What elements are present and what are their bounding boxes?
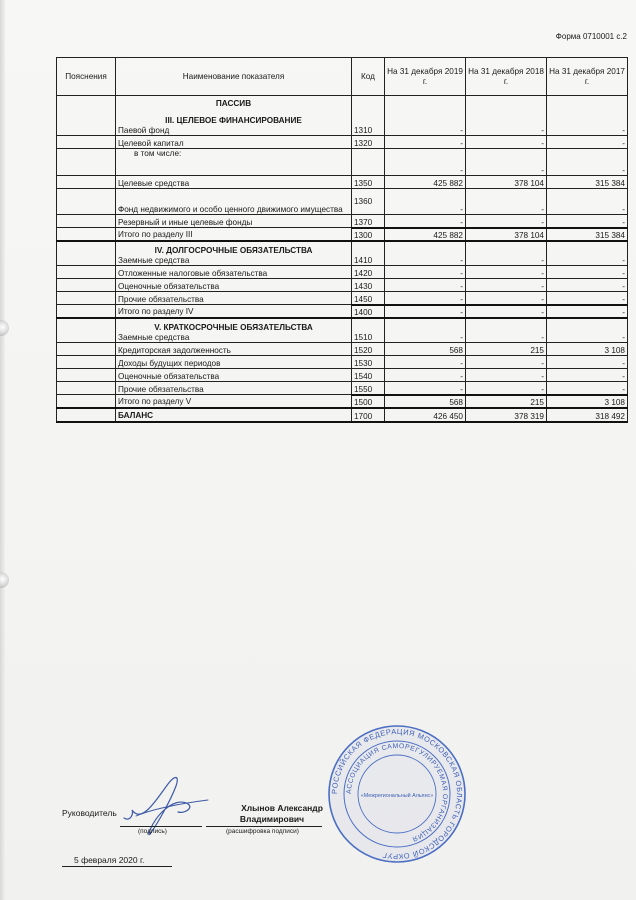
row-value-2017: - — [547, 96, 628, 136]
row-value-2017: 318 492 — [547, 408, 628, 422]
row-value-2017: 315 384 — [547, 176, 628, 189]
row-code: 1300 — [352, 228, 385, 241]
director-name-line1: Хлынов Александр — [241, 803, 323, 813]
table-header — [57, 58, 628, 96]
row-value-2017: 3 108 — [547, 395, 628, 408]
table-row — [57, 176, 628, 189]
signature-line — [120, 826, 202, 827]
row-value-2018: - — [466, 215, 547, 228]
table-row-total — [57, 228, 628, 241]
row-value-2019: - — [385, 149, 466, 176]
row-value-2019: 568 — [385, 343, 466, 356]
table-row-total — [57, 395, 628, 408]
row-value-2018: - — [466, 305, 547, 318]
balance-table — [56, 57, 628, 423]
row-value-2019: 568 — [385, 395, 466, 408]
row-value-2018: - — [466, 292, 547, 305]
row-value-2017: - — [547, 266, 628, 279]
row-value-2018: - — [466, 382, 547, 395]
row-value-2018: 378 319 — [466, 408, 547, 422]
stamp-outer-text: РОССИЙСКАЯ ФЕДЕРАЦИЯ МОСКОВСКАЯ ОБЛАСТЬ ГОРОДСКОЙ ОКРУГ — [329, 726, 465, 862]
name-line — [206, 826, 322, 827]
row-code: 1700 — [352, 408, 385, 422]
row-value-2019: - — [385, 96, 466, 136]
row-code: 1360 — [352, 189, 385, 215]
row-name: Фонд недвижимого и особо ценного движимого имущества — [116, 189, 352, 215]
header-indicator-name: Наименование показателя — [116, 58, 352, 96]
organization-stamp — [327, 724, 467, 864]
table-row — [57, 279, 628, 292]
row-name: Кредиторская задолженность — [116, 343, 352, 356]
row-value-2019: - — [385, 356, 466, 369]
row-name: Паевой фонд — [118, 125, 170, 135]
row-code: 1550 — [352, 382, 385, 395]
row-value-2018: - — [466, 356, 547, 369]
row-value-2019: - — [385, 369, 466, 382]
row-value-2018: 378 104 — [466, 228, 547, 241]
section-passive-heading: ПАССИВ — [215, 98, 252, 108]
row-value-2017: - — [547, 382, 628, 395]
punch-hole-bottom — [0, 572, 9, 588]
row-code: 1420 — [352, 266, 385, 279]
table-row-total — [57, 305, 628, 318]
row-name: БАЛАНС — [116, 408, 352, 422]
row-name: Оценочные обязательства — [116, 369, 352, 382]
row-value-2019: - — [385, 305, 466, 318]
row-value-2018: - — [466, 266, 547, 279]
row-code: 1430 — [352, 279, 385, 292]
name-caption: (расшифровка подписи) — [226, 828, 299, 835]
row-name: Резервный и иные целевые фонды — [116, 215, 352, 228]
signature-caption: (подпись) — [138, 828, 167, 835]
director-name-line2: Владимирович — [239, 814, 305, 824]
row-code: 1350 — [352, 176, 385, 189]
row-name: Доходы будущих периодов — [116, 356, 352, 369]
row-value-2019: - — [385, 318, 466, 343]
row-name: Заемные средства — [118, 255, 190, 265]
row-code: 1510 — [352, 318, 385, 343]
row-value-2017: - — [547, 369, 628, 382]
row-value-2017: - — [547, 149, 628, 176]
section-3-heading: III. ЦЕЛЕВОЕ ФИНАНСИРОВАНИЕ — [165, 116, 302, 125]
row-name: Заемные средства — [118, 332, 190, 342]
table-row — [57, 149, 628, 176]
row-name: Итого по разделу IV — [116, 305, 352, 318]
row-name: Целевой капитал — [116, 136, 352, 149]
table-row — [57, 382, 628, 395]
row-value-2019: - — [385, 189, 466, 215]
section-5-heading: V. КРАТКОСРОЧНЫЕ ОБЯЗАТЕЛЬСТВА — [154, 323, 313, 332]
row-name: Оценочные обязательства — [116, 279, 352, 292]
row-code: 1410 — [352, 241, 385, 266]
header-2019: На 31 декабря 2019 г. — [385, 58, 466, 96]
row-value-2017: - — [547, 215, 628, 228]
row-value-2017: - — [547, 241, 628, 266]
page-edge — [0, 0, 5, 900]
row-value-2017: - — [547, 305, 628, 318]
punch-hole-top — [0, 320, 9, 336]
row-value-2019: - — [385, 292, 466, 305]
row-code: 1320 — [352, 136, 385, 149]
row-value-2017: - — [547, 136, 628, 149]
row-value-2017: - — [547, 189, 628, 215]
table-row — [57, 356, 628, 369]
row-value-2018: - — [466, 241, 547, 266]
stamp-inner-text: АССОЦИАЦИЯ САМОРЕГУЛИРУЕМАЯ ОРГАНИЗАЦИЯ — [345, 742, 449, 843]
row-code: 1500 — [352, 395, 385, 408]
director-label: Руководитель — [62, 808, 117, 818]
row-code: 1450 — [352, 292, 385, 305]
row-value-2018: - — [466, 149, 547, 176]
row-value-2017: - — [547, 292, 628, 305]
header-2018: На 31 декабря 2018 г. — [466, 58, 547, 96]
row-code: 1310 — [352, 96, 385, 136]
table-row — [57, 266, 628, 279]
row-code: 1400 — [352, 305, 385, 318]
header-explanations: Пояснения — [57, 58, 116, 96]
row-code: 1520 — [352, 343, 385, 356]
row-value-2017: - — [547, 318, 628, 343]
table-row — [57, 292, 628, 305]
row-value-2018: - — [466, 96, 547, 136]
row-value-2018: - — [466, 369, 547, 382]
row-value-2019: - — [385, 215, 466, 228]
header-code: Код — [352, 58, 385, 96]
table-row — [57, 215, 628, 228]
row-name: Прочие обязательства — [116, 292, 352, 305]
row-value-2018: 215 — [466, 395, 547, 408]
row-value-2018: - — [466, 279, 547, 292]
row-code: 1540 — [352, 369, 385, 382]
row-code: 1530 — [352, 356, 385, 369]
row-name: Отложенные налоговые обязательства — [116, 266, 352, 279]
row-name: Итого по разделу III — [116, 228, 352, 241]
table-row — [57, 96, 628, 136]
row-name: Итого по разделу V — [116, 395, 352, 408]
table-row — [57, 189, 628, 215]
header-2017: На 31 декабря 2017 г. — [547, 58, 628, 96]
row-name: в том числе: — [116, 149, 352, 176]
table-row — [57, 241, 628, 266]
row-value-2018: - — [466, 189, 547, 215]
form-number: Форма 0710001 с.2 — [555, 32, 627, 41]
table-row — [57, 318, 628, 343]
row-name: Прочие обязательства — [116, 382, 352, 395]
stamp-center-text: «Межрегиональный Альянс» — [360, 793, 434, 799]
row-value-2019: 425 882 — [385, 228, 466, 241]
row-value-2017: 3 108 — [547, 343, 628, 356]
row-value-2017: 315 384 — [547, 228, 628, 241]
row-value-2019: - — [385, 241, 466, 266]
row-code — [352, 149, 385, 176]
row-value-2019: 426 450 — [385, 408, 466, 422]
row-value-2019: - — [385, 279, 466, 292]
row-value-2017: - — [547, 279, 628, 292]
row-value-2018: 378 104 — [466, 176, 547, 189]
table-row — [57, 343, 628, 356]
section-4-heading: IV. ДОЛГОСРОЧНЫЕ ОБЯЗАТЕЛЬСТВА — [154, 246, 313, 255]
table-row-balance — [57, 408, 628, 422]
row-code: 1370 — [352, 215, 385, 228]
row-value-2018: - — [466, 318, 547, 343]
date-line — [62, 866, 172, 867]
table-row — [57, 369, 628, 382]
row-value-2018: 215 — [466, 343, 547, 356]
document-date: 5 февраля 2020 г. — [74, 855, 145, 865]
row-value-2019: - — [385, 136, 466, 149]
row-value-2019: - — [385, 266, 466, 279]
row-value-2017: - — [547, 356, 628, 369]
row-value-2018: - — [466, 136, 547, 149]
row-name: Целевые средства — [116, 176, 352, 189]
row-value-2019: - — [385, 382, 466, 395]
row-value-2019: 425 882 — [385, 176, 466, 189]
table-row — [57, 136, 628, 149]
